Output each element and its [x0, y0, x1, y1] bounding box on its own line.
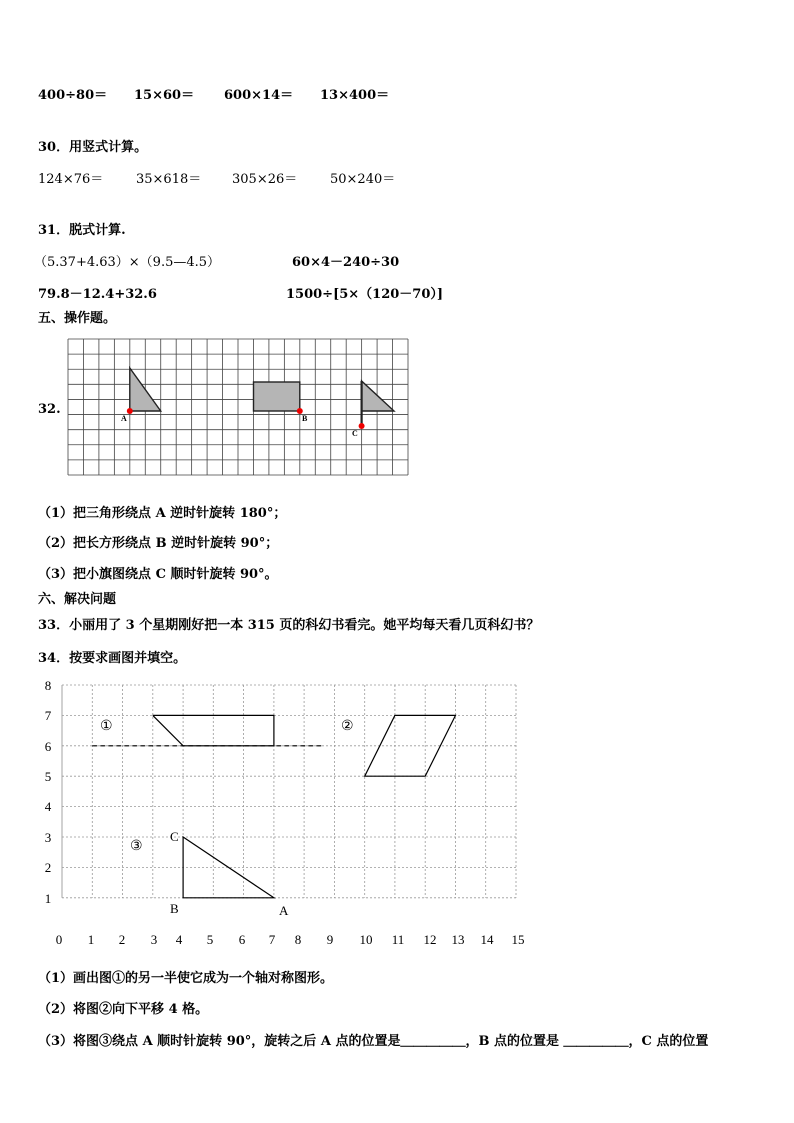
- y-tick: 2: [44, 860, 52, 875]
- q32-grid-figure: [64, 335, 414, 490]
- q31-item: 1500÷[5×（120－70）]: [286, 287, 444, 302]
- q29-item: 13×400＝: [320, 88, 390, 103]
- q31-title: 31．脱式计算.: [38, 223, 126, 238]
- q34-figure-1-label: ①: [100, 719, 113, 734]
- q30-title: 30．用竖式计算。: [38, 140, 148, 155]
- q32-grid: [68, 339, 408, 475]
- y-tick: 7: [44, 708, 52, 723]
- q30-item: 124×76＝: [38, 172, 104, 187]
- q34-grid: [62, 685, 516, 898]
- x-tick: 9: [326, 932, 334, 946]
- q34-task: （2）将图②向下平移 4 格。: [38, 1002, 209, 1017]
- q34-grid-figure: [30, 676, 530, 946]
- q29-item: 400÷80＝: [38, 88, 108, 103]
- q34-point-b-label: B: [170, 901, 179, 916]
- x-tick: 12: [423, 932, 437, 946]
- q34-figure-2-label: ②: [341, 719, 354, 734]
- q32-task: （2）把长方形绕点 B 逆时针旋转 90°；: [38, 536, 279, 551]
- y-tick: 3: [44, 830, 52, 845]
- y-tick: 6: [44, 739, 52, 754]
- q34-task: （1）画出图①的另一半使它成为一个轴对称图形。: [38, 971, 334, 986]
- q31-item: 60×4－240÷30: [292, 255, 400, 270]
- x-tick: 13: [451, 932, 465, 946]
- x-tick: 6: [238, 932, 246, 946]
- x-tick: 11: [391, 932, 405, 946]
- q32-task: （3）把小旗图绕点 C 顺时针旋转 90°。: [38, 567, 278, 582]
- y-tick: 5: [44, 769, 52, 784]
- y-tick: 1: [44, 891, 52, 906]
- x-tick: 5: [206, 932, 214, 946]
- q32-number: 32.: [38, 402, 61, 417]
- q33-text: 33．小丽用了 3 个星期刚好把一本 315 页的科幻书看完。她平均每天看几页科幻书？: [38, 618, 540, 633]
- x-tick: 14: [480, 932, 494, 946]
- q34-task: （3）将图③绕点 A 顺时针旋转 90°，旋转之后 A 点的位置是＿＿＿＿＿，B 点的位置是 ＿＿＿＿＿，C 点的位置: [38, 1034, 709, 1049]
- section6-heading: 六、解决问题: [38, 592, 117, 607]
- q32-label-a: A: [121, 414, 127, 423]
- x-tick: 4: [175, 932, 183, 946]
- q32-label-b: B: [302, 414, 308, 423]
- x-tick: 15: [511, 932, 525, 946]
- x-tick: 3: [150, 932, 158, 946]
- q31-item: 79.8－12.4+32.6: [38, 287, 157, 302]
- x-tick: 8: [294, 932, 302, 946]
- q34-figure-3: [183, 837, 274, 898]
- q34-figure-3-label: ③: [130, 839, 143, 854]
- q31-item: （5.37+4.63）×（9.5—4.5）: [34, 255, 221, 270]
- q32-flag: [362, 381, 394, 411]
- q30-row: [38, 168, 738, 186]
- q34-point-c-label: C: [170, 829, 179, 844]
- x-tick: 2: [118, 932, 126, 946]
- x-tick: 0: [55, 932, 63, 946]
- q32-task: （1）把三角形绕点 A 逆时针旋转 180°；: [38, 506, 287, 521]
- q29-item: 600×14＝: [224, 88, 294, 103]
- q29-item: 15×60＝: [134, 88, 195, 103]
- x-tick: 7: [268, 932, 276, 946]
- y-tick: 4: [44, 799, 52, 814]
- q32-point-a: [127, 408, 133, 414]
- x-tick: 10: [359, 932, 373, 946]
- q34-point-a-label: A: [279, 903, 289, 918]
- q34-title: 34．按要求画图并填空。: [38, 651, 187, 666]
- q32-point-c: [359, 423, 365, 429]
- q30-item: 35×618＝: [136, 172, 202, 187]
- section5-heading: 五、操作题。: [38, 311, 117, 326]
- q30-item: 50×240＝: [330, 172, 396, 187]
- q32-label-c: C: [352, 429, 358, 438]
- q30-item: 305×26＝: [232, 172, 298, 187]
- q32-rectangle: [254, 382, 300, 411]
- y-tick: 8: [44, 678, 52, 693]
- q29-row: [38, 84, 738, 102]
- x-tick: 1: [87, 932, 95, 946]
